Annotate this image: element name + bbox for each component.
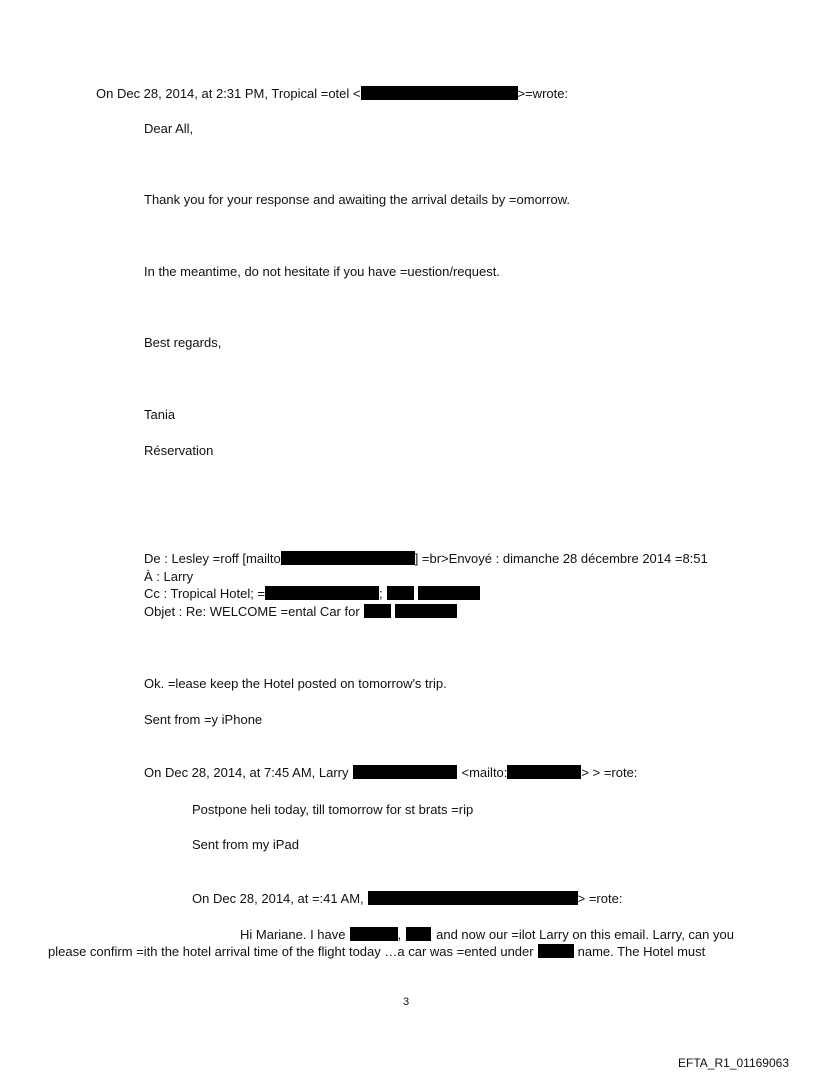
- signature-dept: Réservation: [144, 443, 214, 458]
- message-line: please confirm =ith the hotel arrival time of the flight today …a car was =ented under name. The Hotel must: [48, 944, 706, 959]
- quoted-header-larry: On Dec 28, 2014, at 7:45 AM, Larry <mailto: > > =rote:: [144, 765, 638, 780]
- paragraph-arrival: Thank you for your response and awaiting the arrival details by =omorrow.: [144, 192, 570, 207]
- closing: Best regards,: [144, 335, 222, 350]
- document-id: EFTA_R1_01169063: [678, 1056, 789, 1070]
- sent-from-iphone: Sent from =y iPhone: [144, 712, 263, 727]
- redaction-box: [361, 86, 518, 100]
- forward-de: De : Lesley =roff [mailto ] =br>Envoyé : dimanche 28 décembre 2014 =8:51: [144, 551, 708, 566]
- signature-name: Tania: [144, 407, 176, 422]
- redaction-box: [418, 586, 480, 600]
- message-line: Postpone heli today, till tomorrow for st brats =rip: [192, 802, 474, 817]
- forward-subject: Objet : Re: WELCOME =ental Car for: [144, 604, 457, 620]
- forward-cc: Cc : Tropical Hotel; = ;: [144, 586, 480, 602]
- quoted-header: On Dec 28, 2014, at =:41 AM, > =rote:: [192, 891, 623, 906]
- redaction-box: [353, 765, 457, 779]
- redaction-box: [387, 586, 414, 600]
- message-line: Hi Mariane. I have , and now our =ilot Larry on this email. Larry, can you: [240, 927, 734, 942]
- redaction-box: [350, 927, 398, 941]
- paragraph-meantime: In the meantime, do not hesitate if you have =uestion/request.: [144, 264, 500, 279]
- redaction-box: [265, 586, 379, 600]
- greeting: Dear All,: [144, 121, 194, 136]
- sent-from-ipad: Sent from my iPad: [192, 837, 299, 852]
- redaction-box: [281, 551, 415, 565]
- redaction-box: [395, 604, 457, 618]
- reply-header: On Dec 28, 2014, at 2:31 PM, Tropical =otel < >=wrote:: [96, 86, 569, 101]
- redaction-box: [406, 927, 431, 941]
- redaction-box: [507, 765, 581, 779]
- redaction-box: [368, 891, 578, 905]
- redaction-box: [364, 604, 391, 618]
- page-number: 3: [403, 996, 410, 1008]
- redaction-box: [538, 944, 574, 958]
- message-line: Ok. =lease keep the Hotel posted on tomorrow's trip.: [144, 676, 447, 691]
- forward-to: À : Larry: [144, 569, 194, 584]
